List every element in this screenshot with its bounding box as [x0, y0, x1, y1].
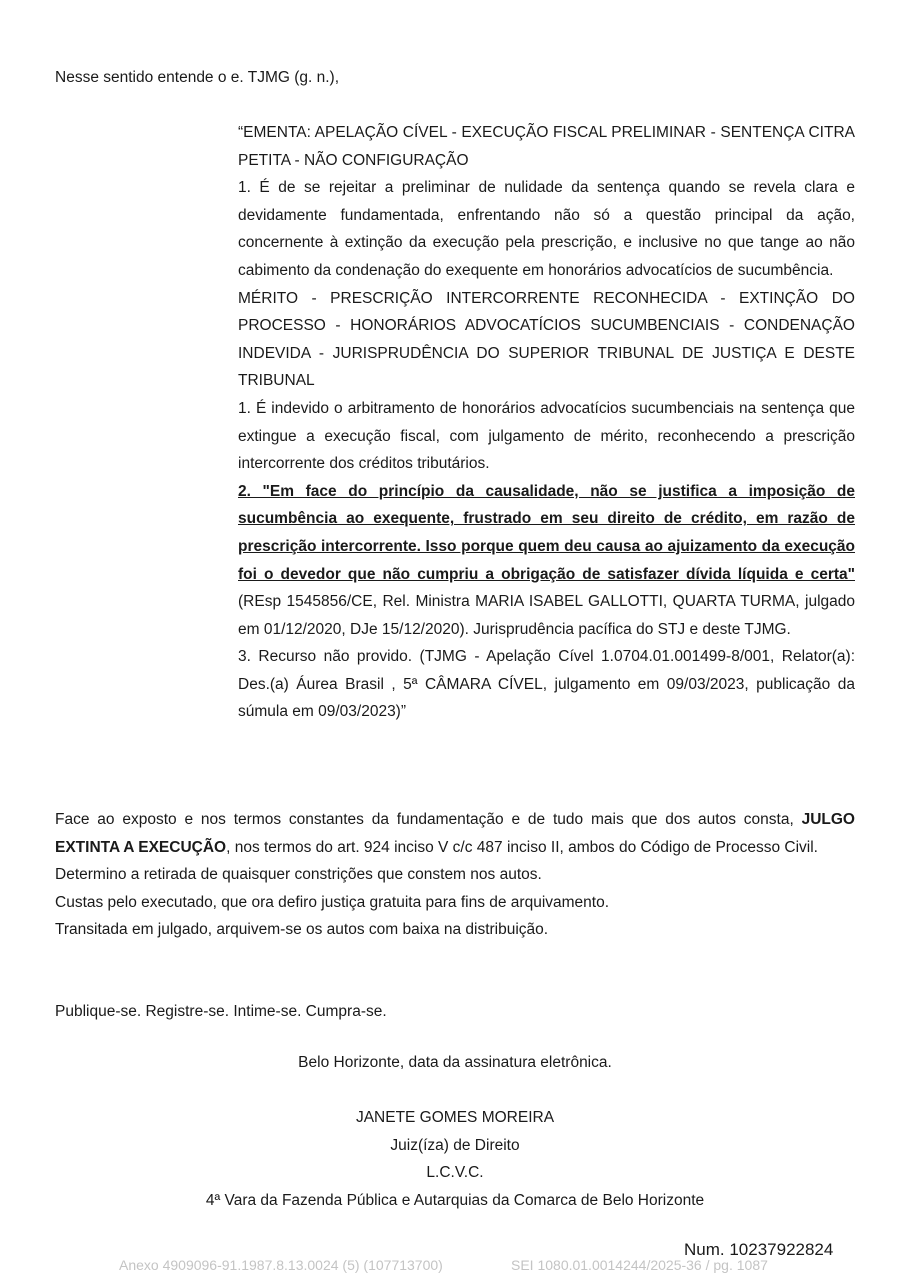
order-costs: Custas pelo executado, que ora defiro justiça gratuita para fins de arquivamento. — [55, 893, 610, 911]
document-number: Num. 10237922824 — [684, 1240, 834, 1259]
intro-text: Nesse sentido entende o e. TJMG (g. n.), — [55, 69, 340, 86]
quote-emphasis: 2. "Em face do princípio da causalidade, não se justifica a imposição de sucumbência ao exequente, frustrado em seu direito de crédito, em razão de prescrição intercorrente. Isso porque quem deu causa ao ajuizamento da execução foi o devedor que não cumpriu a obrigação de satisfazer dívida líquida e certa" — [238, 482, 855, 583]
initials: L.C.V.C. — [426, 1164, 484, 1181]
quote-item-1: 1. É de se rejeitar a preliminar de nulidade da sentença quando se revela clara e devidamente fundamentada, enfrentando não só a questão principal da ação, concernente à extinção da execução pela prescrição, e inclusive no que tange ao não cabimento da condenação do exequente em honorários advocatícios de sucumbência. — [238, 179, 855, 279]
place-date: Belo Horizonte, data da assinatura eletrônica. — [298, 1054, 612, 1071]
sei-footer: SEI 1080.01.0014244/2025-36 / pg. 1087 — [511, 1257, 768, 1273]
decision-body — [55, 806, 855, 944]
decision-text-rest: , nos termos do art. 924 inciso V c/c 487 inciso II, ambos do Código de Processo Civil. — [226, 838, 818, 856]
order-constraints: Determino a retirada de quaisquer constrições que constem nos autos. — [55, 866, 542, 884]
jurisprudence-quote — [238, 119, 855, 726]
quote-merit-item-2 — [238, 478, 855, 644]
decision-paragraph — [55, 806, 855, 861]
quote-merit-item-3: 3. Recurso não provido. (TJMG - Apelação Cível 1.0704.01.001499-8/001, Relator(a): Des.(a) Áurea Brasil , 5ª CÂMARA CÍVEL, julgamento em 09/03/2023, publicação da súmula em 09/03/2023)” — [238, 648, 855, 721]
court-name: 4ª Vara da Fazenda Pública e Autarquias da Comarca de Belo Horizonte — [205, 1192, 705, 1209]
quote-heading: “EMENTA: APELAÇÃO CÍVEL - EXECUÇÃO FISCAL PRELIMINAR - SENTENÇA CITRA PETITA - NÃO CONFIGURAÇÃO — [238, 124, 855, 169]
judge-title: Juiz(íza) de Direito — [390, 1137, 520, 1154]
judge-name: JANETE GOMES MOREIRA — [355, 1109, 555, 1126]
order-archive: Transitada em julgado, arquivem-se os autos com baixa na distribuição. — [55, 921, 549, 939]
decision-verdict: JULGO EXTINTA A EXECUÇÃO — [55, 811, 855, 856]
decision-text: Face ao exposto e nos termos constantes da fundamentação e de tudo mais que dos autos consta, — [55, 811, 802, 828]
quote-merit-item-1: 1. É indevido o arbitramento de honorários advocatícios sucumbenciais na sentença que extingue a execução fiscal, com julgamento de mérito, reconhecendo a prescrição intercorrente dos créditos tributários. — [238, 399, 855, 473]
annex-footer: Anexo 4909096-91.1987.8.13.0024 (5) (107713700) — [119, 1257, 443, 1273]
quote-citation: (REsp 1545856/CE, Rel. Ministra MARIA ISABEL GALLOTTI, QUARTA TURMA, julgado em 01/12/2020, DJe 15/12/2020). Jurisprudência pacífica do STJ e deste TJMG. — [238, 593, 855, 638]
publication-order: Publique-se. Registre-se. Intime-se. Cumpra-se. — [55, 1003, 387, 1020]
quote-merit-heading: MÉRITO - PRESCRIÇÃO INTERCORRENTE RECONHECIDA - EXTINÇÃO DO PROCESSO - HONORÁRIOS ADVOCATÍCIOS SUCUMBENCIAIS - CONDENAÇÃO INDEVIDA - JURISPRUDÊNCIA DO SUPERIOR TRIBUNAL DE JUSTIÇA E DESTE TRIBUNAL — [238, 289, 855, 390]
